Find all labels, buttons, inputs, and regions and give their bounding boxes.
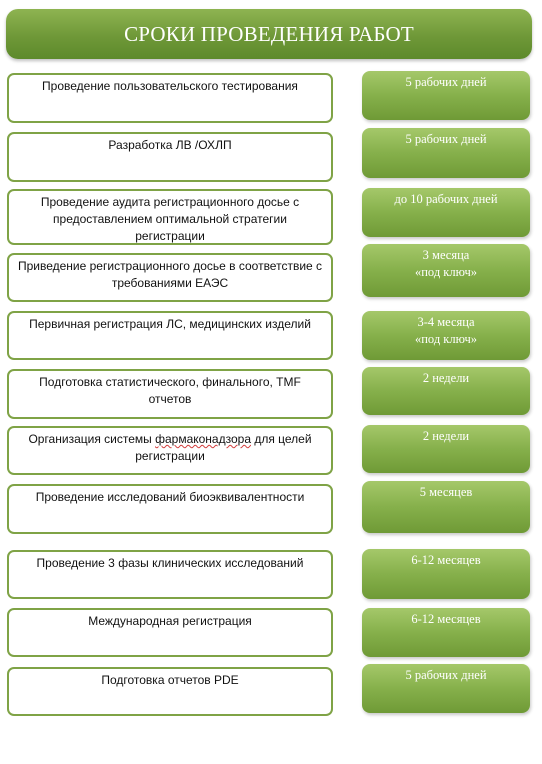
task-row-initial-registration (7, 311, 333, 360)
task-label: Проведение пользовательского тестирования (42, 79, 298, 93)
duration-badge (362, 188, 530, 237)
task-row-eaeu-compliance (7, 253, 333, 302)
duration-badge (362, 608, 530, 657)
duration-label: 6-12 месяцев (411, 612, 481, 626)
duration-badge (362, 664, 530, 713)
task-label: Первичная регистрация ЛС, медицинских изделий (29, 317, 311, 331)
task-row-pharmacovigilance (7, 426, 333, 475)
duration-badge (362, 481, 530, 533)
task-row-phase3 (7, 550, 333, 599)
task-row-bioequivalence (7, 484, 333, 534)
duration-sublabel: «под ключ» (414, 265, 478, 279)
page-header (6, 9, 532, 59)
task-row-dossier-audit (7, 189, 333, 245)
task-label: Проведение исследований биоэквивалентности (35, 490, 305, 504)
task-row-international-registration (7, 608, 333, 657)
task-label-part2: фармаконадзора (155, 432, 251, 446)
duration-badge (362, 244, 530, 297)
task-row-pde-reports (7, 667, 333, 716)
duration-label: 5 рабочих дней (405, 668, 487, 682)
task-label: Международная регистрация (88, 614, 252, 628)
task-row-lv-ohlp (7, 132, 333, 182)
task-label: Подготовка статистического, финального, TMF отчетов (39, 375, 301, 406)
task-label: Проведение аудита регистрационного досье с предоставлением оптимальной стратегии регистрации (40, 195, 300, 243)
task-label: Проведение 3 фазы клинических исследований (36, 556, 304, 570)
duration-label: 5 рабочих дней (405, 75, 487, 89)
task-row-reports (7, 369, 333, 419)
task-label: Разработка ЛВ /ОХЛП (108, 138, 232, 152)
duration-label: 2 недели (422, 429, 470, 443)
task-label: Приведение регистрационного досье в соответствие с требованиями ЕАЭС (17, 259, 323, 290)
task-label-part1: Организация системы (28, 432, 156, 446)
duration-badge (362, 367, 530, 415)
duration-label: 6-12 месяцев (411, 553, 481, 567)
duration-badge (362, 549, 530, 599)
duration-label: до 10 рабочих дней (394, 192, 498, 206)
duration-badge (362, 311, 530, 360)
task-label-part3: для целей регистрации (135, 432, 312, 463)
duration-badge (362, 425, 530, 473)
duration-badge (362, 71, 530, 120)
page-title: СРОКИ ПРОВЕДЕНИЯ РАБОТ (124, 21, 414, 46)
duration-sublabel: «под ключ» (414, 332, 478, 346)
duration-badge (362, 128, 530, 178)
task-row-user-testing (7, 73, 333, 123)
duration-label: 3 месяца (422, 248, 470, 262)
duration-label: 2 недели (422, 371, 470, 385)
task-label: Подготовка отчетов PDE (101, 673, 239, 687)
duration-label: 3-4 месяца (417, 315, 475, 329)
duration-label: 5 рабочих дней (405, 132, 487, 146)
duration-label: 5 месяцев (419, 485, 473, 499)
